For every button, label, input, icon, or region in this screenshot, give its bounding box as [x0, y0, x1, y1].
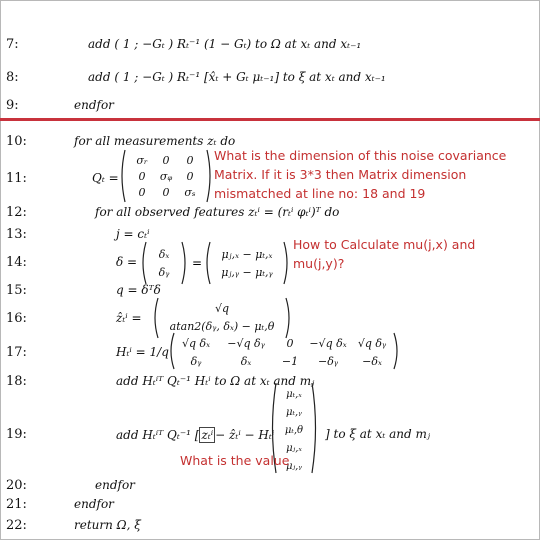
line-number: 17:	[6, 345, 27, 360]
q-cell: σᵩ	[159, 170, 173, 183]
line-number: 12:	[6, 205, 27, 220]
mu-entry: μₜ,ₓ	[286, 389, 302, 400]
line-number: 9:	[6, 98, 19, 113]
annotation-noise-covariance: What is the dimension of this noise covariance Matrix. If it is 3*3 then Matrix dimension mismatched at line no: 18 and 19	[214, 148, 507, 201]
zhat-lhs: ẑₜⁱ =	[116, 311, 142, 325]
delta-lhs: δ =	[116, 255, 138, 269]
delta-difference: μⱼ,ₓ − μₜ,ₓ	[221, 248, 273, 261]
h-cell: −1	[281, 355, 299, 368]
algo-line-22: return Ω, ξ	[74, 518, 141, 532]
algo-line-9: endfor	[74, 98, 114, 112]
svg-text:=: =	[192, 256, 203, 270]
zhat-bearing: atan2(δᵧ, δₓ) − μₜ,θ	[169, 320, 275, 333]
algo-line-7: add ( 1 ; −Gₜ ) Rₜ⁻¹ (1 − Gₜ) to Ω at xₜ and xₜ₋₁	[88, 37, 362, 51]
algo-line-12: for all observed features zₜⁱ = (rₜⁱ φₜⁱ)ᵀ do	[95, 205, 340, 219]
h-cell: −√q δₓ	[309, 337, 347, 350]
algo-line-19	[116, 427, 274, 443]
mu-entry: μⱼ,ₓ	[286, 443, 302, 454]
q-cell: 0	[138, 186, 146, 199]
h-cell: δᵧ	[190, 355, 202, 368]
annotation-value-question: What is the value	[180, 453, 290, 468]
h-cell: −δₓ	[362, 355, 382, 368]
line-number: 16:	[6, 311, 27, 326]
algo-line-15: q = δᵀδ	[116, 283, 161, 297]
h-cell: −δᵧ	[318, 355, 338, 368]
line-number: 7:	[6, 37, 19, 52]
line-number: 13:	[6, 227, 27, 242]
algo-line-10: for all measurements zₜ do	[74, 134, 236, 148]
delta-difference: μⱼ,ᵧ − μₜ,ᵧ	[221, 266, 273, 279]
line-number: 15:	[6, 283, 27, 298]
line-number: 22:	[6, 518, 27, 533]
line19-middle: − ẑₜⁱ − Hₜⁱ	[215, 428, 275, 442]
line-number: 21:	[6, 497, 27, 512]
q-lhs: Qₜ =	[92, 171, 119, 185]
algo-line-13: j = cₜⁱ	[116, 227, 150, 241]
mu-entry: μₜ,θ	[284, 425, 304, 436]
line-number: 8:	[6, 70, 19, 85]
mu-entry: μₜ,ᵧ	[286, 407, 302, 418]
h-cell: 0	[286, 337, 294, 350]
q-matrix	[118, 148, 214, 204]
boxed-measurement: zₜⁱ	[201, 428, 214, 442]
algo-line-8: add ( 1 ; −Gₜ ) Rₜ⁻¹ [x̂ₜ + Gₜ μₜ₋₁] to ξ at xₜ and xₜ₋₁	[88, 70, 386, 84]
line-number: 20:	[6, 478, 27, 493]
zhat-range: √q	[214, 302, 230, 315]
annotation-mu-question: How to Calculate mu(j,x) and mu(j,y)?	[293, 237, 476, 271]
line-number: 11:	[6, 171, 27, 186]
h-lhs: Hₜⁱ = 1/q	[116, 345, 169, 359]
section-separator	[0, 118, 540, 121]
line19-prefix: add Hₜⁱᵀ Qₜ⁻¹ [	[116, 428, 200, 442]
q-cell: σₛ	[184, 186, 196, 199]
h-matrix	[168, 331, 400, 371]
q-cell: 0	[186, 154, 194, 167]
line-number: 19:	[6, 427, 27, 442]
delta-vectors	[140, 240, 290, 286]
q-cell: 0	[138, 170, 146, 183]
q-cell: σᵣ	[136, 154, 148, 167]
line19-suffix: ] to ξ at xₜ and mⱼ	[325, 427, 431, 441]
h-cell: √q δᵧ	[357, 337, 387, 350]
h-cell: δₓ	[240, 355, 252, 368]
delta-component: δᵧ	[158, 266, 170, 279]
delta-component: δₓ	[158, 248, 170, 261]
q-cell: 0	[186, 170, 194, 183]
algo-line-18: add Hₜⁱᵀ Qₜ⁻¹ Hₜⁱ to Ω at xₜ and mⱼ	[116, 374, 315, 388]
mu-entry: μⱼ,ᵧ	[285, 461, 303, 472]
line-number: 10:	[6, 134, 27, 149]
q-cell: 0	[162, 186, 170, 199]
q-cell: 0	[162, 154, 170, 167]
line-number: 14:	[6, 255, 27, 270]
algo-line-21: endfor	[74, 497, 114, 511]
h-cell: √q δₓ	[181, 337, 211, 350]
h-cell: −√q δᵧ	[227, 337, 265, 350]
algo-line-20: endfor	[95, 478, 135, 492]
line-number: 18:	[6, 374, 27, 389]
